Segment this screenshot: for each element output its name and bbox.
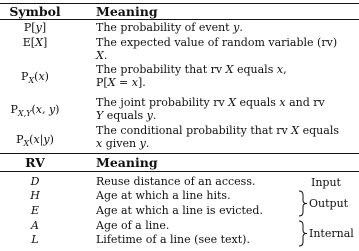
internal-brace	[298, 220, 308, 247]
input-group-label: Input	[311, 176, 341, 189]
internal-group-label: Internal	[309, 227, 354, 240]
symbol-header: Symbol	[9, 4, 61, 19]
rv-cell: D	[30, 175, 40, 188]
meaning-cell: Age at which a line is evicted.	[96, 204, 263, 217]
rv-cell: A	[31, 219, 39, 232]
symbol-cell: $P_X(x|y)$	[16, 133, 54, 149]
meaning-cell: The probability of event y.	[96, 21, 243, 34]
symbol-cell: $P_X(x)$	[21, 70, 49, 86]
meaning-cell: Lifetime of a line (see text).	[96, 233, 250, 246]
meaning-header: Meaning	[96, 155, 158, 170]
meaning-cell: The probability that rv X equals x, P[X = x].	[96, 63, 287, 89]
meaning-cell: Age of a line.	[96, 219, 170, 232]
symbol-cell: P[y]	[23, 21, 47, 34]
table-separator-rule	[0, 153, 359, 154]
header-rule	[0, 19, 359, 20]
rv-header: RV	[25, 155, 45, 170]
meaning-cell: Age at which a line hits.	[96, 189, 231, 202]
symbol-cell: E[X]	[22, 36, 48, 49]
rv-cell: H	[30, 189, 40, 202]
output-group-label: Output	[309, 197, 349, 210]
header-rule	[0, 171, 359, 172]
meaning-header: Meaning	[96, 4, 158, 19]
meaning-cell: The expected value of random variable (rv) X.	[96, 36, 338, 62]
output-brace	[298, 190, 308, 217]
rv-cell: L	[31, 233, 39, 246]
meaning-cell: Reuse distance of an access.	[96, 175, 256, 188]
rv-cell: E	[30, 204, 40, 217]
symbol-cell: $P_{X,Y}(x$, y)	[10, 103, 60, 119]
meaning-cell: The joint probability rv X equals x and rv Y equals y.	[96, 96, 325, 122]
meaning-cell: The conditional probability that rv X equals x given y.	[96, 124, 339, 150]
